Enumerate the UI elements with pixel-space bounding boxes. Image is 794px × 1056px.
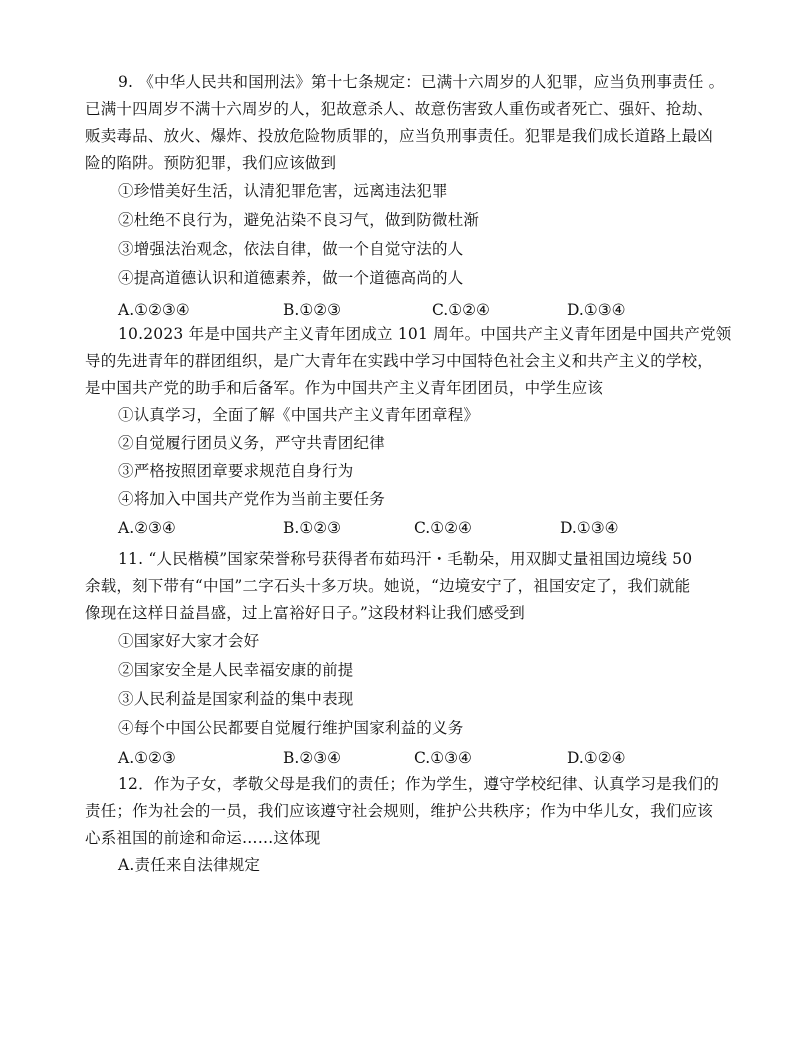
statement-item: ③增强法治观念，依法自律，做一个自觉守法的人 — [118, 240, 464, 258]
question-stem-line: 像现在这样日益昌盛，过上富裕好日子。”这段材料让我们感受到 — [85, 604, 525, 622]
answer-options — [0, 746, 794, 770]
statement-item: ④将加入中国共产党作为当前主要任务 — [118, 490, 385, 508]
question-stem-line: 是中国共产党的助手和后备军。作为中国共产主义青年团团员，中学生应该 — [85, 379, 604, 397]
question-stem-line: 贩卖毒品、放火、爆炸、投放危险物质罪的，应当负刑事责任。犯罪是我们成长道路上最凶 — [85, 127, 714, 145]
option-a[interactable]: A.①②③ — [118, 749, 176, 767]
statement-item: ③严格按照团章要求规范自身行为 — [118, 462, 354, 480]
statement-item: ④提高道德认识和道德素养，做一个道德高尚的人 — [118, 269, 464, 287]
question-stem-line: 9. 《中华人民共和国刑法》第十七条规定：已满十六周岁的人犯罪，应当负刑事责任 。 — [118, 73, 725, 91]
statement-item: ②国家安全是人民幸福安康的前提 — [118, 661, 354, 679]
question-stem-line: 导的先进青年的群团组织，是广大青年在实践中学习中国特色社会主义和共产主义的学校， — [85, 352, 714, 370]
statement-item: ①国家好大家才会好 — [118, 632, 260, 650]
option-d[interactable]: D.①③④ — [567, 301, 626, 319]
statement-item: ②自觉履行团员义务，严守共青团纪律 — [118, 434, 385, 452]
option-a[interactable]: A.①②③④ — [118, 301, 190, 319]
question-stem-line: 12．作为子女，孝敬父母是我们的责任；作为学生，遵守学校纪律、认真学习是我们的 — [118, 775, 720, 793]
statement-item: ④每个中国公民都要自觉履行维护国家利益的义务 — [118, 719, 464, 737]
option-a[interactable]: A.②③④ — [118, 519, 176, 537]
question-stem-line: 11. “人民楷模”国家荣誉称号获得者布茹玛汗・毛勒朵，用双脚丈量祖国边境线 50 — [118, 550, 693, 568]
option-a[interactable]: A.责任来自法律规定 — [118, 856, 261, 874]
option-d[interactable]: D.①③④ — [560, 519, 619, 537]
option-b[interactable]: B.①②③ — [283, 519, 342, 537]
statement-item: ②杜绝不良行为，避免沾染不良习气，做到防微杜渐 — [118, 211, 480, 229]
option-c[interactable]: C.①②④ — [414, 519, 472, 537]
statement-item: ①认真学习，全面了解《中国共产主义青年团章程》 — [118, 406, 480, 424]
option-d[interactable]: D.①②④ — [567, 749, 626, 767]
statement-item: ③人民利益是国家利益的集中表现 — [118, 690, 354, 708]
question-stem-line: 10.2023 年是中国共产主义青年团成立 101 周年。中国共产主义青年团是中国共产党领 — [118, 325, 732, 343]
statement-item: ①珍惜美好生活，认清犯罪危害，远离违法犯罪 — [118, 182, 448, 200]
option-b[interactable]: B.②③④ — [283, 749, 342, 767]
question-stem-line: 责任；作为社会的一员，我们应该遵守社会规则，维护公共秩序；作为中华儿女，我们应该 — [85, 802, 714, 820]
option-b[interactable]: B.①②③ — [283, 301, 342, 319]
question-stem-line: 心系祖国的前途和命运……这体现 — [85, 829, 321, 847]
answer-options — [0, 298, 794, 322]
option-c[interactable]: C.①②④ — [432, 301, 490, 319]
question-stem-line: 已满十四周岁不满十六周岁的人，犯故意杀人、故意伤害致人重伤或者死亡、强奸、抢劫、 — [85, 100, 714, 118]
question-stem-line: 余载，刻下带有“中国”二字石头十多万块。她说，“边境安宁了，祖国安定了，我们就能 — [85, 577, 691, 595]
question-stem-line: 险的陷阱。预防犯罪，我们应该做到 — [85, 154, 337, 172]
answer-options — [0, 516, 794, 540]
option-c[interactable]: C.①③④ — [414, 749, 472, 767]
